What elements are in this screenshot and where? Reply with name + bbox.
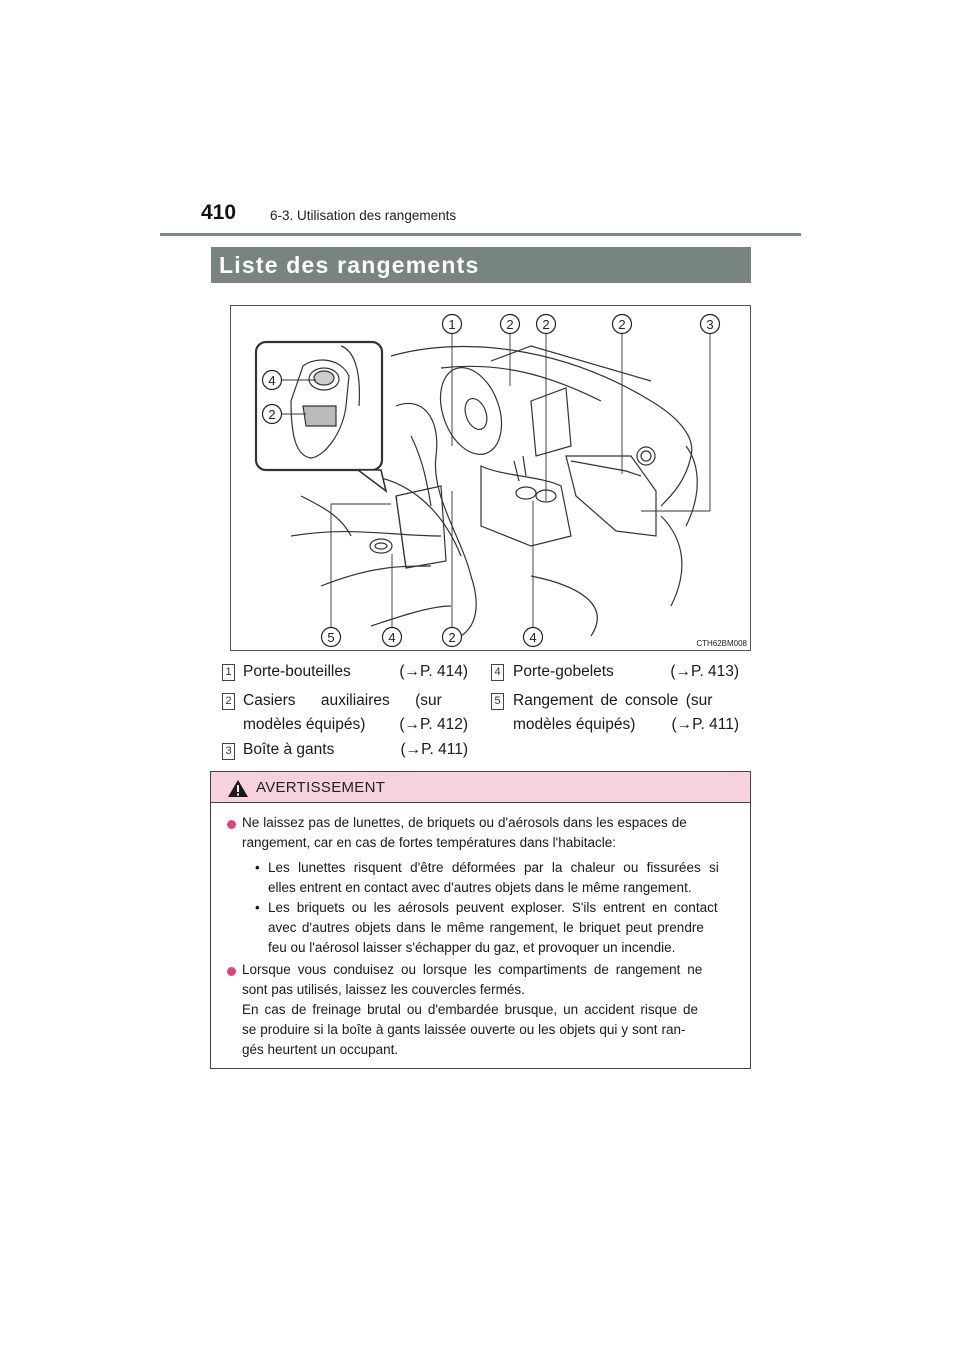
callout-label: 4 xyxy=(529,630,537,645)
legend-label: modèles équipés) xyxy=(243,716,366,733)
warning-text: avec d'autres objets dans le même rangement, le briquet peut prendre xyxy=(268,920,704,935)
warning-triangle-icon xyxy=(227,779,249,798)
legend-number-2: 2 xyxy=(222,693,235,710)
callout-label: 2 xyxy=(618,317,626,332)
legend-item-5 xyxy=(513,689,739,737)
legend-item-3 xyxy=(243,738,468,762)
section-heading: 6-3. Utilisation des rangements xyxy=(270,208,457,223)
callout-label: 2 xyxy=(506,317,514,332)
sub-bullet: • xyxy=(255,860,260,875)
page-reference: (→P. 411) xyxy=(400,741,468,758)
callout-label: 2 xyxy=(542,317,550,332)
sub-bullet: • xyxy=(255,900,260,915)
warning-box xyxy=(210,771,751,1069)
storage-illustration xyxy=(230,305,751,651)
warning-text: Les lunettes risquent d'être déformées par la chaleur ou fissurées si xyxy=(268,860,719,875)
callout-label: 2 xyxy=(268,407,276,422)
callout-label: 4 xyxy=(388,630,396,645)
legend-label: Porte-bouteilles xyxy=(243,663,351,680)
page-title: Liste des rangements xyxy=(219,252,480,278)
page-reference: (→P. 414) xyxy=(399,663,468,680)
legend-label: Casiers auxiliaires (sur xyxy=(243,692,442,709)
legend-number-5: 5 xyxy=(491,693,504,710)
page-number: 410 xyxy=(201,201,237,224)
legend-label: modèles équipés) xyxy=(513,716,636,733)
header-rule xyxy=(160,233,801,236)
callout-label: 2 xyxy=(448,630,456,645)
page-reference: (→P. 412) xyxy=(399,716,468,733)
warning-text: Les briquets ou les aérosols peuvent exploser. S'ils entrent en contact xyxy=(268,900,718,915)
callout-label: 1 xyxy=(448,317,456,332)
legend-item-1 xyxy=(243,660,468,684)
section-title-bar xyxy=(211,247,751,283)
figure-code: CTH62BM008 xyxy=(696,639,747,648)
warning-title: AVERTISSEMENT xyxy=(256,779,386,796)
callout-label: 5 xyxy=(327,630,335,645)
warning-text: elles entrent en contact avec d'autres objets dans le même rangement. xyxy=(268,880,692,895)
bullet-icon xyxy=(227,820,236,829)
warning-text: se produire si la boîte à gants laissée ouverte ou les objets qui y sont ran- xyxy=(242,1022,686,1037)
warning-text: rangement, car en cas de fortes températures dans l'habitacle: xyxy=(242,835,617,850)
warning-text: Ne laissez pas de lunettes, de briquets ou d'aérosols dans les espaces de xyxy=(242,815,687,830)
legend-label: Porte-gobelets xyxy=(513,663,614,680)
legend-label: Rangement de console (sur xyxy=(513,692,713,709)
callout-label: 3 xyxy=(706,317,714,332)
warning-text: gés heurtent un occupant. xyxy=(242,1042,399,1057)
warning-text: Lorsque vous conduisez ou lorsque les compartiments de rangement ne xyxy=(242,962,703,977)
warning-text: sont pas utilisés, laissez les couvercles fermés. xyxy=(242,982,525,997)
page-reference: (→P. 411) xyxy=(671,716,739,733)
legend-label: Boîte à gants xyxy=(243,741,335,758)
bullet-icon xyxy=(227,967,236,976)
warning-header xyxy=(211,772,750,803)
legend-number-1: 1 xyxy=(222,664,235,681)
legend-number-3: 3 xyxy=(222,743,235,760)
car-interior-drawing xyxy=(231,306,752,652)
legend-item-4 xyxy=(513,660,739,684)
legend-item-2 xyxy=(243,689,468,737)
legend-number-4: 4 xyxy=(491,664,504,681)
warning-text: feu ou l'aérosol laisser s'échapper du gaz, et provoquer un incendie. xyxy=(268,940,676,955)
page-reference: (→P. 413) xyxy=(670,663,739,680)
warning-text: En cas de freinage brutal ou d'embardée brusque, un accident risque de xyxy=(242,1002,699,1017)
callout-label: 4 xyxy=(268,373,276,388)
